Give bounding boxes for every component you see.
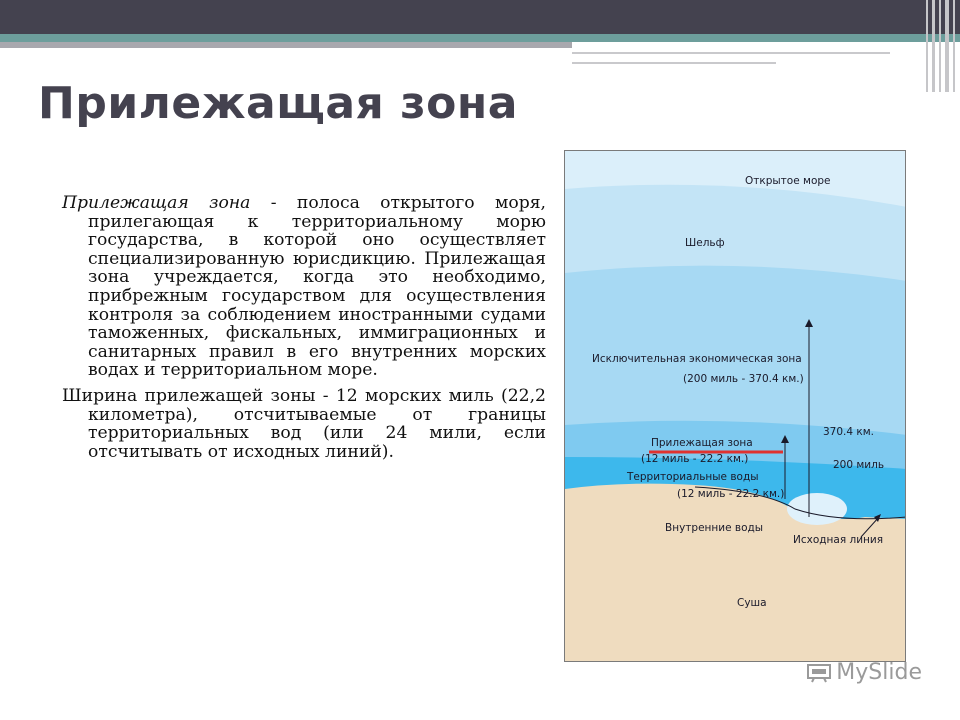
header-accent-stripe <box>0 34 960 42</box>
open-sea-label: Открытое море <box>745 175 831 187</box>
watermark-text: MySlide <box>836 660 922 685</box>
contiguous-zone-label: Прилежащая зона <box>651 437 753 449</box>
km-label: 370.4 км. <box>823 426 874 438</box>
definition-paragraph <box>62 194 546 380</box>
contiguous-range-label: (12 миль - 22.2 км.) <box>641 453 749 465</box>
diagram-graphic <box>565 151 906 662</box>
header-divider <box>572 52 890 54</box>
header-divider <box>572 62 776 64</box>
term: Прилежащая зона <box>62 193 251 213</box>
width-paragraph: Ширина прилежащей зоны - 12 морских миль (22,2 километра), отсчитываемые от границы территориальных вод (или 24 мили, если отсчитывать от исходных линий). <box>62 385 546 462</box>
watermark <box>806 660 922 685</box>
shelf-label: Шельф <box>685 237 725 249</box>
header-decoration <box>924 0 960 92</box>
eez-range-label: (200 миль - 370.4 км.) <box>683 373 804 385</box>
eez-label: Исключительная экономическая зона <box>592 353 802 365</box>
miles-label: 200 миль <box>833 459 885 471</box>
territorial-waters-label: Территориальные воды <box>627 471 759 483</box>
internal-waters-label: Внутренние воды <box>665 522 764 534</box>
body-text <box>62 194 546 461</box>
page-title: Прилежащая зона <box>38 78 518 129</box>
baseline-label: Исходная линия <box>793 534 884 546</box>
header-divider <box>0 42 572 48</box>
territorial-range-label: (12 миль - 22.2 км.) <box>677 488 785 500</box>
definition-text: - полоса открытого моря, прилегающая к территориальному морю государства, в которой оно осуществляет специализированную юрисдикцию. Прилежащая зона учреждается, когда это необходимо, прибрежным государством для осуществления контроля за соблюдением иностранными судами таможенных, фискальных, иммиграционных и санитарных правил в его внутренних морских водах и территориальном море. <box>88 193 547 381</box>
slide-icon <box>806 663 832 683</box>
land-label: Суша <box>737 597 767 609</box>
header-band <box>0 0 960 34</box>
maritime-zones-diagram <box>564 150 906 662</box>
